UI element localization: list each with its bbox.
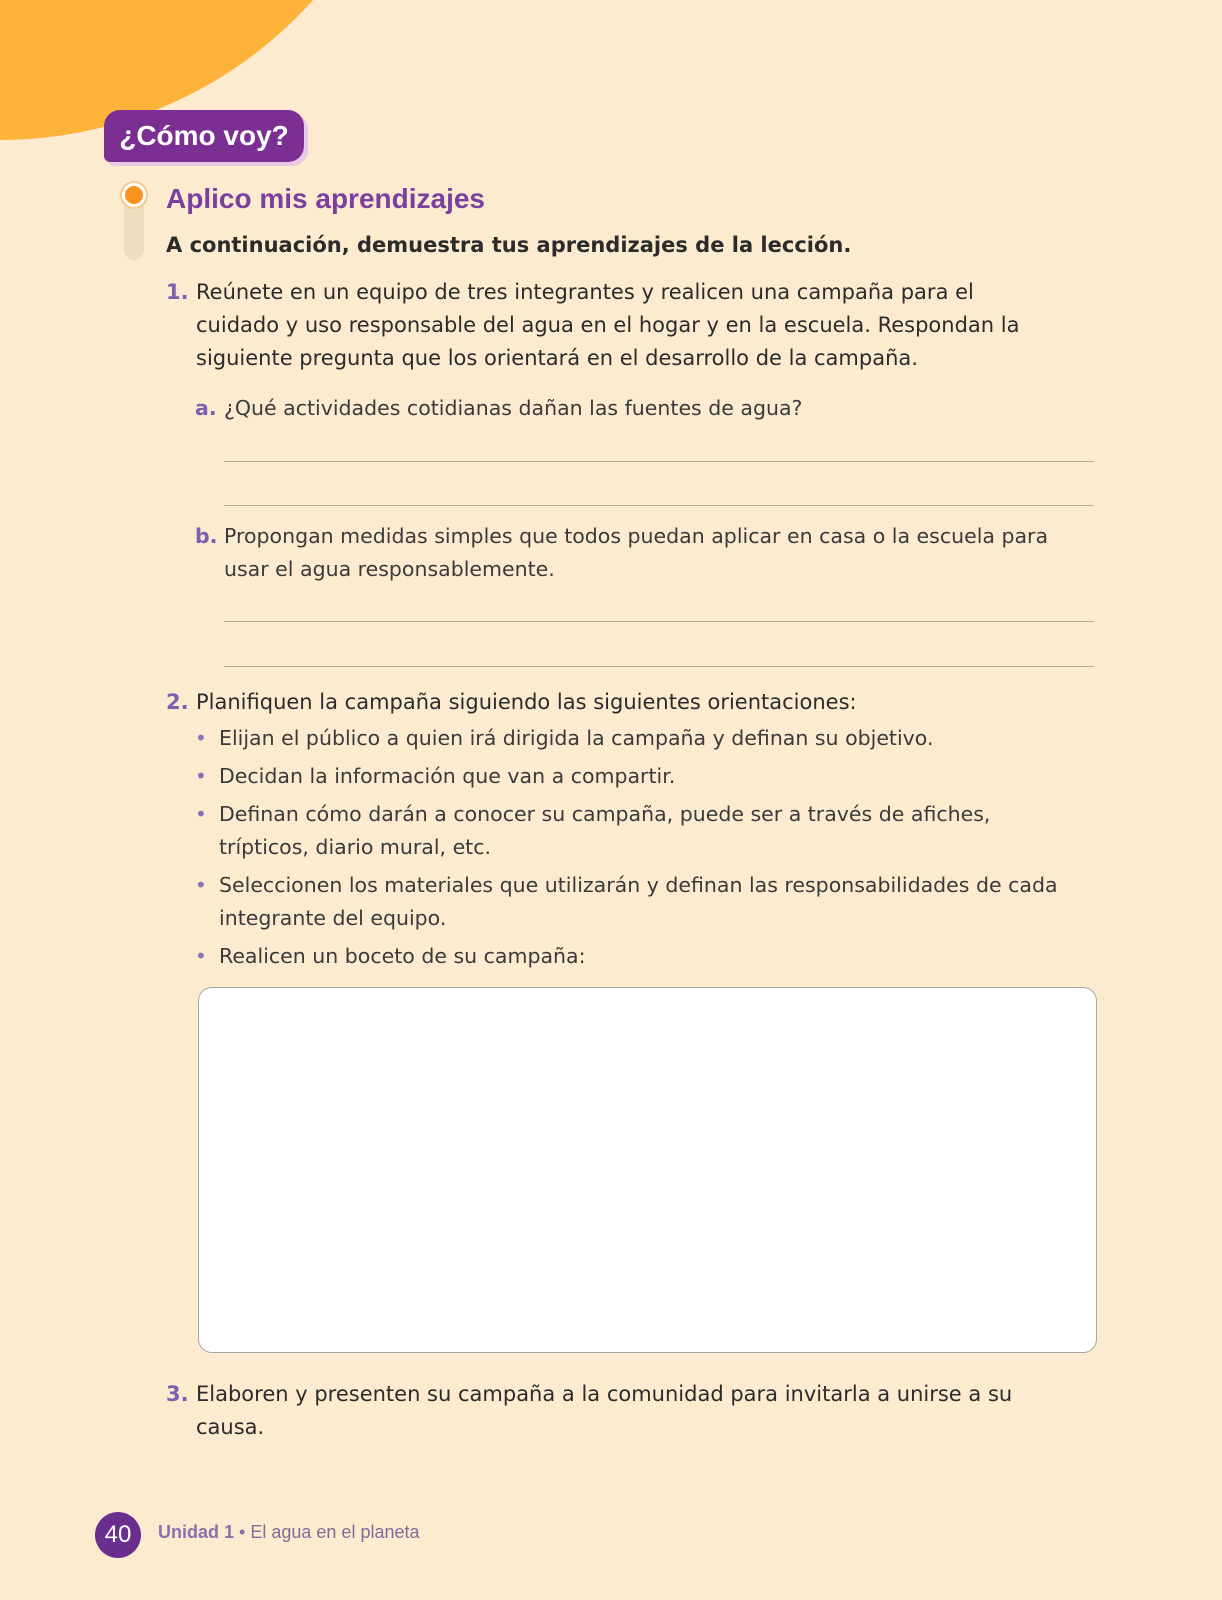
- bullet-icon: •: [195, 764, 207, 788]
- subitem-text: Propongan medidas simples que todos puedan aplicar en casa o la escuela para usar el agua responsablemente.: [224, 524, 1049, 581]
- guideline-item: • Elijan el público a quien irá dirigida la campaña y definan su objetivo.: [195, 722, 1075, 755]
- item-text: Reúnete en un equipo de tres integrantes y realicen una campaña para el cuidado y uso responsable del agua en el hogar y en la escuela. Respondan la siguiente pregunta que los orientará en el desarrollo de la campaña.: [196, 280, 1020, 370]
- footer-unit: Unidad 1: [158, 1522, 235, 1542]
- subitem-text: ¿Qué actividades cotidianas dañan las fuentes de agua?: [224, 396, 803, 420]
- answer-line-a1[interactable]: [224, 461, 1094, 462]
- heading-marker-dot-icon: [122, 183, 146, 207]
- footer-topic: El agua en el planeta: [250, 1522, 420, 1542]
- footer-separator: •: [239, 1522, 246, 1542]
- bullet-icon: •: [195, 944, 207, 968]
- activity-item-2: [166, 686, 1056, 719]
- intro-text: A continuación, demuestra tus aprendizajes de la lección.: [166, 233, 852, 257]
- guideline-item: • Realicen un boceto de su campaña:: [195, 940, 1075, 973]
- guideline-item: • Decidan la información que van a compartir.: [195, 760, 1075, 793]
- item-number: 3.: [166, 1382, 189, 1406]
- page-number: 40: [95, 1512, 141, 1558]
- bullet-icon: •: [195, 726, 207, 750]
- bullet-icon: •: [195, 802, 207, 826]
- activity-item-1: [166, 276, 1056, 375]
- subitem-letter: a.: [195, 396, 217, 420]
- item-number: 2.: [166, 690, 189, 714]
- answer-line-a2[interactable]: [224, 505, 1094, 506]
- section-tab: ¿Cómo voy?: [104, 110, 304, 162]
- footer-breadcrumb: [158, 1522, 420, 1543]
- guideline-item: • Seleccionen los materiales que utilizarán y definan las responsabilidades de cada integrante del equipo.: [195, 869, 1075, 935]
- answer-line-b2[interactable]: [224, 666, 1094, 667]
- activity-item-3: [166, 1378, 1026, 1444]
- subitem-b: [195, 520, 1065, 586]
- subitem-a: [195, 392, 1065, 425]
- guideline-item: • Definan cómo darán a conocer su campaña, puede ser a través de afiches, trípticos, diario mural, etc.: [195, 798, 1075, 864]
- answer-line-b1[interactable]: [224, 621, 1094, 622]
- guidelines-list: [195, 722, 1075, 978]
- bullet-icon: •: [195, 873, 207, 897]
- item-text: Elaboren y presenten su campaña a la comunidad para invitarla a unirse a su causa.: [196, 1382, 1013, 1439]
- page-heading: Aplico mis aprendizajes: [166, 183, 485, 214]
- sketch-drawing-area[interactable]: [198, 987, 1097, 1353]
- subitem-letter: b.: [195, 524, 218, 548]
- item-text: Planifiquen la campaña siguiendo las siguientes orientaciones:: [196, 690, 857, 714]
- item-number: 1.: [166, 280, 189, 304]
